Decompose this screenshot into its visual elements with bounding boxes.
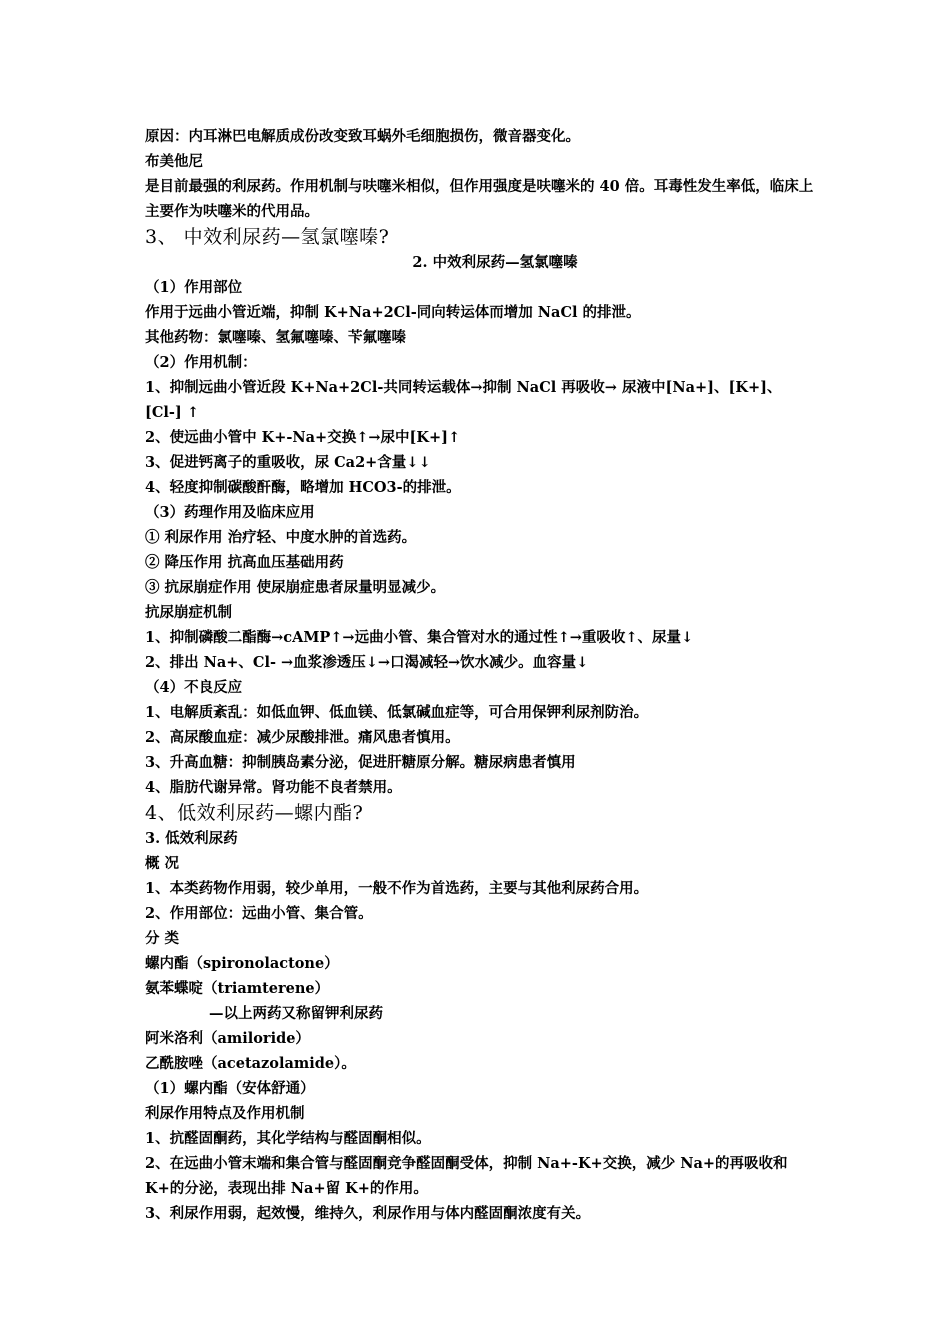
text-line: 3. 低效利尿药 xyxy=(145,830,238,847)
text-line: 分 类 xyxy=(145,930,180,947)
paragraph: 是目前最强的利尿药。作用机制与呋噻米相似，但作用强度是呋噻米的 40 倍。耳毒性发生率低，临床上主要作为呋噻米的代用品。 xyxy=(145,178,814,220)
text-line: （2）作用机制： xyxy=(145,354,257,371)
text-line: 2、排出 Na+、Cl- →血浆渗透压↓→口渴减轻→饮水减少。血容量↓ xyxy=(145,654,589,671)
text-line: 1、本类药物作用弱，较少单用，一般不作为首选药，主要与其他利尿药合用。 xyxy=(145,880,649,897)
text-line: ① 利尿作用 治疗轻、中度水肿的首选药。 xyxy=(145,529,417,546)
text-line: 抗尿崩症机制 xyxy=(145,604,232,621)
section-heading: 4、低效利尿药—螺内酯? xyxy=(145,802,364,824)
text-line: （1）作用部位 xyxy=(145,279,243,296)
text-line: （4）不良反应 xyxy=(145,679,243,696)
text-line: （1）螺内酯（安体舒通） xyxy=(145,1080,315,1097)
text-line: 其他药物：氯噻嗪、氢氟噻嗪、苄氟噻嗪 xyxy=(145,329,406,346)
text-line: 原因：内耳淋巴电解质成份改变致耳蜗外毛细胞损伤，微音器变化。 xyxy=(145,128,580,145)
paragraph: 1、抑制远曲小管近段 K+Na+2Cl-共同转运载体→抑制 NaCl 再吸收→ 尿液中[Na+]、[K+]、[Cl-] ↑ xyxy=(145,379,782,421)
document-page xyxy=(145,124,815,1226)
text-line: 1、电解质紊乱：如低血钾、低血镁、低氯碱血症等，可合用保钾利尿剂防治。 xyxy=(145,704,649,721)
text-line: （3）药理作用及临床应用 xyxy=(145,504,315,521)
text-line: 氨苯蝶啶（triamterene） xyxy=(145,980,330,997)
text-line: 阿米洛利（amiloride） xyxy=(145,1030,310,1047)
text-line: 作用于远曲小管近端，抑制 K+Na+2Cl-同向转运体而增加 NaCl 的排泄。 xyxy=(145,304,641,321)
text-line: 2、使远曲小管中 K+-Na+交换↑→尿中[K+]↑ xyxy=(145,429,461,446)
text-line: 4、脂肪代谢异常。肾功能不良者禁用。 xyxy=(145,779,402,796)
text-line: 1、抑制磷酸二酯酶→cAMP↑→远曲小管、集合管对水的通过性↑→重吸收↑、尿量↓ xyxy=(145,629,694,646)
text-line: 3、升高血糖：抑制胰岛素分泌，促进肝糖原分解。糖尿病患者慎用 xyxy=(145,754,576,771)
text-line: 乙酰胺唑（acetazolamide）。 xyxy=(145,1055,356,1072)
text-line: —以上两药又称留钾利尿药 xyxy=(209,1005,383,1022)
text-line: 概 况 xyxy=(145,855,180,872)
text-line: 3、促进钙离子的重吸收，尿 Ca2+含量↓↓ xyxy=(145,454,431,471)
text-line: 3、利尿作用弱，起效慢，维持久，利尿作用与体内醛固酮浓度有关。 xyxy=(145,1205,591,1222)
text-line: 2、高尿酸血症：减少尿酸排泄。痛风患者慎用。 xyxy=(145,729,460,746)
text-line: ② 降压作用 抗高血压基础用药 xyxy=(145,554,344,571)
text-line: 螺内酯（spironolactone） xyxy=(145,955,339,972)
text-line: 4、轻度抑制碳酸酐酶，略增加 HCO3-的排泄。 xyxy=(145,479,461,496)
subheading: 2. 中效利尿药—氢氯噻嗪 xyxy=(412,254,578,271)
paragraph: 2、在远曲小管末端和集合管与醛固酮竞争醛固酮受体，抑制 Na+-K+交换，减少 Na+的再吸收和 K+的分泌，表现出排 Na+留 K+的作用。 xyxy=(145,1155,788,1197)
text-line: ③ 抗尿崩症作用 使尿崩症患者尿量明显减少。 xyxy=(145,579,446,596)
text-line: 布美他尼 xyxy=(145,153,203,170)
text-line: 利尿作用特点及作用机制 xyxy=(145,1105,305,1122)
text-line: 2、作用部位：远曲小管、集合管。 xyxy=(145,905,373,922)
text-line: 1、抗醛固酮药，其化学结构与醛固酮相似。 xyxy=(145,1130,431,1147)
section-heading: 3、 中效利尿药—氢氯噻嗪? xyxy=(145,226,390,248)
